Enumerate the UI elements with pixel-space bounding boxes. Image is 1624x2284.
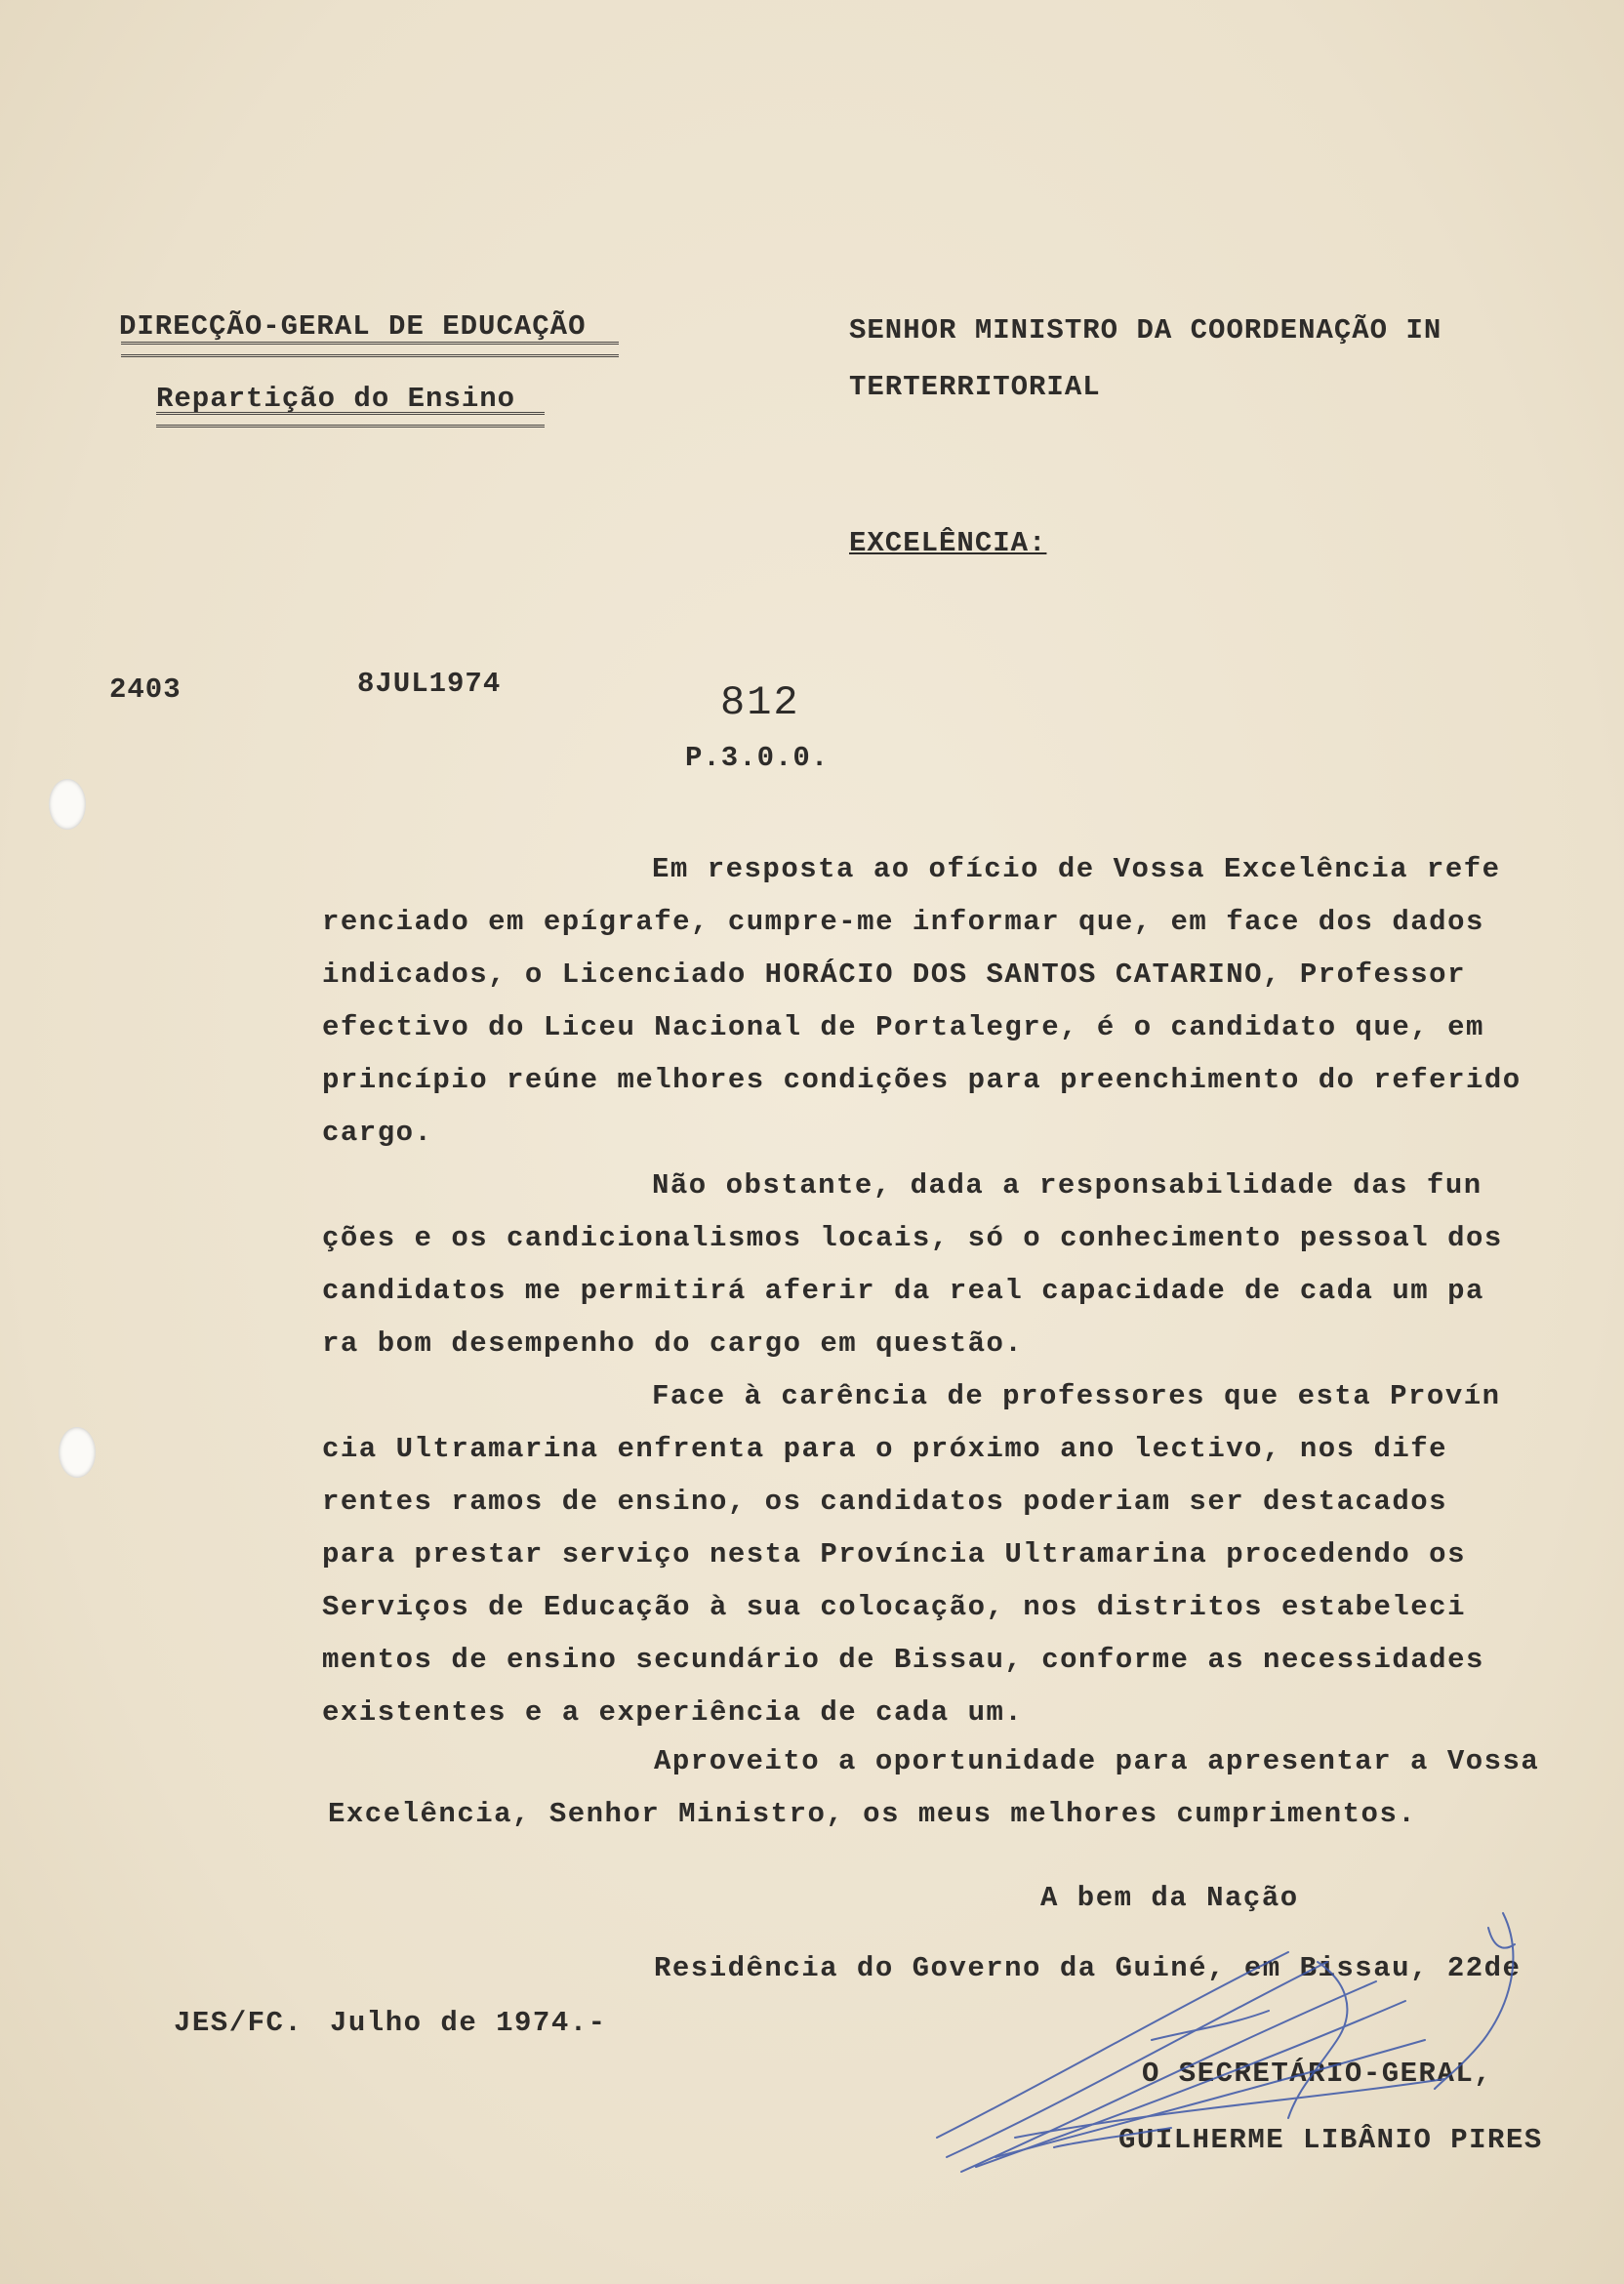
punch-hole-bottom (59, 1427, 96, 1478)
punch-hole-top (49, 779, 86, 830)
department-title: DIRECÇÃO-GERAL DE EDUCAÇÃO (119, 310, 587, 343)
signer-name: GUILHERME LIBÂNIO PIRES (1118, 2124, 1543, 2156)
recipient-line-1: SENHOR MINISTRO DA COORDENAÇÃO IN (849, 314, 1442, 347)
place-date-line: Residência do Governo da Guiné, em Bissau, 22de (654, 1952, 1522, 1984)
date-stamp: 8JUL1974 (357, 668, 502, 700)
body-line: mentos de ensino secundário de Bissau, conforme as necessidades (322, 1644, 1484, 1676)
handwritten-signature (917, 1894, 1562, 2186)
body-line: para prestar serviço nesta Província Ultramarina procedendo os (322, 1538, 1466, 1570)
body-line: efectivo do Liceu Nacional de Portalegre, é o candidato que, em (322, 1011, 1484, 1043)
body-line: Serviços de Educação à sua colocação, nos distritos estabeleci (322, 1591, 1466, 1623)
recipient-line-2: TERTERRITORIAL (849, 371, 1101, 403)
body-line: ra bom desempenho do cargo em questão. (322, 1327, 1024, 1360)
salutation: EXCELÊNCIA: (849, 527, 1047, 559)
body-line: renciado em epígrafe, cumpre-me informar que, em face dos dados (322, 906, 1484, 938)
body-line: indicados, o Licenciado HORÁCIO DOS SANTOS CATARINO, Professor (322, 958, 1466, 991)
body-line: existentes e a experiência de cada um. (322, 1696, 1024, 1729)
body-line: cargo. (322, 1117, 433, 1149)
department-subtitle-rule (156, 412, 545, 428)
body-line: rentes ramos de ensino, os candidatos poderiam ser destacados (322, 1486, 1448, 1518)
process-code: P.3.0.0. (685, 742, 830, 774)
signer-title: O SECRETÁRIO-GERAL, (1142, 2058, 1493, 2090)
closing-motto: A bem da Nação (1040, 1882, 1299, 1914)
body-line: Face à carência de professores que esta Provín (652, 1380, 1501, 1412)
body-line: Em resposta ao ofício de Vossa Excelência refe (652, 853, 1501, 885)
document-number: 812 (720, 679, 800, 726)
body-line: Excelência, Senhor Ministro, os meus melhores cumprimentos. (328, 1798, 1417, 1830)
month-year: Julho de 1974.- (330, 2007, 607, 2039)
body-line: Não obstante, dada a responsabilidade das fun (652, 1169, 1482, 1202)
body-line: cia Ultramarina enfrenta para o próximo ano lectivo, nos dife (322, 1433, 1448, 1465)
body-line: princípio reúne melhores condições para preenchimento do referido (322, 1064, 1522, 1096)
department-subtitle: Repartição do Ensino (156, 383, 516, 415)
body-line: candidatos me permitirá aferir da real capacidade de cada um pa (322, 1275, 1484, 1307)
reference-initials: JES/FC. (174, 2007, 304, 2039)
department-title-rule (121, 342, 619, 357)
reference-number: 2403 (109, 673, 182, 706)
body-line: Aproveito a oportunidade para apresentar a Vossa (654, 1745, 1540, 1777)
body-line: ções e os candicionalismos locais, só o conhecimento pessoal dos (322, 1222, 1503, 1254)
